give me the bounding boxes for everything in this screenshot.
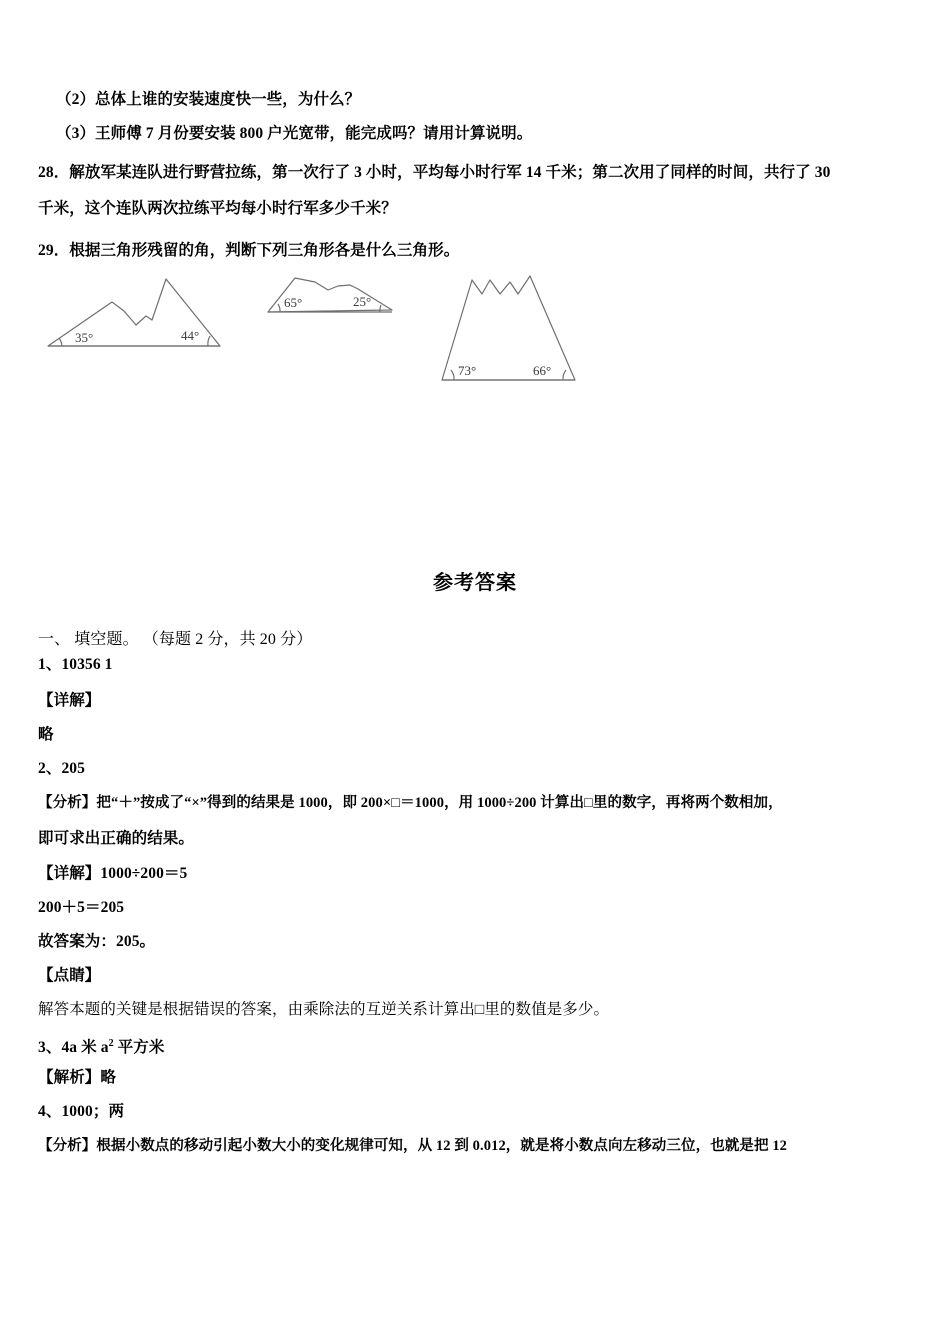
figure-2-angle-right: 25°: [353, 294, 372, 309]
answer-entry-1-detail-label: 【详解】: [38, 692, 101, 709]
answer-entry-3-post: 平方米: [113, 1039, 165, 1057]
answer-entry-2-conclusion: 故答案为：205。: [38, 933, 156, 950]
answer-section-title: 一、 填空题。 （每题 2 分，共 20 分）: [38, 631, 313, 648]
answer-entry-1-detail-body: 略: [38, 726, 54, 743]
answer-entry-2-analysis-line2: 即可求出正确的结果。: [38, 830, 195, 847]
question-29: 29．根据三角形残留的角，判断下列三角形各是什么三角形。: [38, 242, 460, 259]
answer-entry-2-analysis-line1: 【分析】把“＋”按成了“×”得到的结果是 1000，即 200×□＝1000，用 1000÷200 计算出□里的数字，再将两个数相加，: [38, 795, 783, 811]
answer-key-heading: 参考答案: [433, 572, 517, 594]
answer-entry-2-detail: 【详解】1000÷200＝5: [38, 865, 188, 882]
figure-1-angle-left: 35°: [75, 330, 94, 345]
question-27-part3: （3）王师傅 7 月份要安装 800 户光宽带，能完成吗？请用计算说明。: [56, 125, 533, 142]
answer-entry-2-tip-body: 解答本题的关键是根据错误的答案，由乘除法的互逆关系计算出□里的数值是多少。: [38, 1001, 610, 1018]
answer-entry-3: [38, 1034, 164, 1058]
triangle-figures-svg: [40, 262, 600, 392]
figure-1-angle-right: 44°: [181, 328, 200, 343]
answer-entry-3-pre: 3、4a 米 a: [38, 1039, 109, 1057]
figure-2-angle-left: 65°: [284, 295, 303, 310]
answer-entry-2-tip-label: 【点睛】: [38, 967, 101, 984]
figure-3-angle-right: 66°: [533, 363, 552, 378]
answer-entry-2-step2: 200＋5＝205: [38, 899, 125, 916]
answer-entry-1: 1、10356 1: [38, 656, 113, 673]
figure-3-angle-left: 73°: [458, 363, 477, 378]
answer-entry-4-analysis: 【分析】根据小数点的移动引起小数大小的变化规律可知，从 12 到 0.012，就是将小数点向左移动三位，也就是把 12: [38, 1138, 788, 1154]
triangle-figures-group: [40, 262, 600, 392]
question-28-line1: 28．解放军某连队进行野营拉练，第一次行了 3 小时，平均每小时行军 14 千米；第二次用了同样的时间，共行了 30: [38, 164, 831, 181]
answer-entry-3-analysis: 【解析】略: [38, 1069, 117, 1086]
answer-entry-3-superscript: 2: [108, 1038, 114, 1049]
answer-entry-2: 2、205: [38, 760, 86, 777]
answer-entry-4: 4、1000；两: [38, 1103, 125, 1120]
question-27-part2: （2）总体上谁的安装速度快一些，为什么？: [56, 91, 361, 108]
question-28-line2: 千米，这个连队两次拉练平均每小时行军多少千米？: [38, 200, 397, 217]
